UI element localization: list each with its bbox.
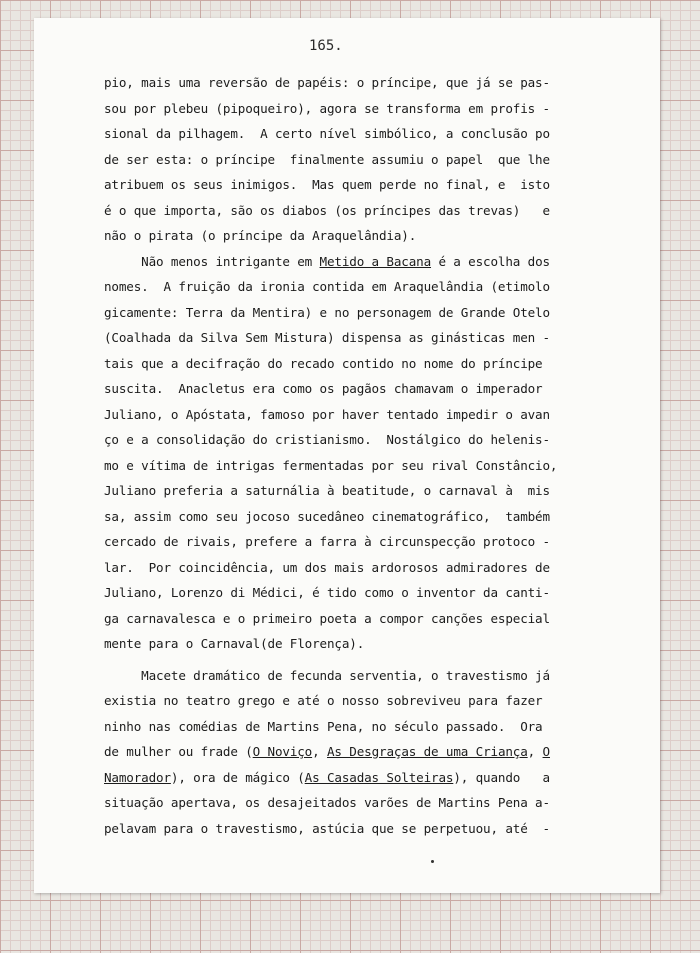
text-segment: , bbox=[312, 744, 327, 759]
text-line: não o pirata (o príncipe da Araquelândia). bbox=[104, 228, 417, 243]
text-line: tais que a decifração do recado contido no nome do príncipe bbox=[104, 355, 543, 371]
text-line: situação apertava, os desajeitados varões de Martins Pena a- bbox=[104, 795, 550, 810]
text-line: suscita. Anacletus era como os pagãos chamavam o imperador bbox=[104, 381, 543, 396]
play-title: As Casadas Solteiras bbox=[304, 769, 454, 785]
text-line bbox=[104, 739, 624, 765]
paragraph-2 bbox=[104, 249, 624, 657]
text-segment: ), quando a bbox=[453, 769, 550, 785]
text-line: Juliano, o Apóstata, famoso por haver tentado impedir o avan bbox=[104, 406, 550, 422]
text-segment: de mulher ou frade ( bbox=[104, 744, 253, 759]
text-line bbox=[104, 765, 624, 791]
text-line: existia no teatro grego e até o nosso sobreviveu para fazer bbox=[104, 693, 543, 708]
text-line: nomes. A fruição da ironia contida em Araquelândia (etimolo bbox=[104, 279, 550, 294]
text-line: ga carnavalesca e o primeiro poeta a compor canções especial bbox=[104, 610, 550, 626]
play-title: O bbox=[542, 744, 550, 759]
text-line: sa, assim como seu jocoso sucedâneo cinematográfico, também bbox=[104, 508, 550, 524]
play-title: Namorador bbox=[104, 769, 171, 785]
text-line: Macete dramático de fecunda serventia, o travestismo já bbox=[104, 667, 550, 683]
page-number: 165. bbox=[309, 38, 343, 54]
film-title: Metido a Bacana bbox=[319, 253, 432, 269]
text-line: mo e vítima de intrigas fermentadas por seu rival Constâncio, bbox=[104, 457, 558, 473]
text-segment: Não menos intrigante em bbox=[104, 253, 320, 269]
text-line: sou por plebeu (pipoqueiro), agora se transforma em profis - bbox=[104, 100, 550, 116]
text-line: cercado de rivais, prefere a farra à circunspecção protoco - bbox=[104, 534, 550, 549]
stray-mark bbox=[431, 860, 434, 863]
text-line: ço e a consolidação do cristianismo. Nostálgico do helenis- bbox=[104, 432, 550, 447]
text-line: pelavam para o travestismo, astúcia que se perpetuou, até - bbox=[104, 820, 550, 836]
text-line: de ser esta: o príncipe finalmente assumiu o papel que lhe bbox=[104, 151, 550, 167]
text-line: gicamente: Terra da Mentira) e no personagem de Grande Otelo bbox=[104, 304, 550, 320]
text-segment: ), ora de mágico ( bbox=[170, 769, 305, 785]
text-line bbox=[104, 249, 624, 275]
text-segment: , bbox=[527, 744, 543, 759]
play-title: O Noviço bbox=[252, 744, 313, 759]
text-line: atribuem os seus inimigos. Mas quem perde no final, e isto bbox=[104, 177, 550, 192]
text-segment: é a escolha dos bbox=[431, 253, 550, 269]
text-line: Juliano, Lorenzo di Médici, é tido como o inventor da canti- bbox=[104, 585, 550, 600]
text-line: sional da pilhagem. A certo nível simbólico, a conclusão po bbox=[104, 126, 550, 141]
text-line: mente para o Carnaval(de Florença). bbox=[104, 636, 365, 651]
text-line: Juliano preferia a saturnália à beatitude, o carnaval à mis bbox=[104, 483, 550, 498]
paragraph-3 bbox=[104, 663, 624, 842]
play-title: As Desgraças de uma Criança bbox=[327, 744, 528, 759]
text-line: é o que importa, são os diabos (os príncipes das trevas) e bbox=[104, 202, 550, 218]
text-line: ninho nas comédias de Martins Pena, no século passado. Ora bbox=[104, 718, 543, 734]
text-line: (Coalhada da Silva Sem Mistura) dispensa as ginásticas men - bbox=[104, 330, 550, 345]
body-text bbox=[104, 70, 624, 841]
text-line: pio, mais uma reversão de papéis: o príncipe, que já se pas- bbox=[104, 75, 550, 90]
text-line: lar. Por coincidência, um dos mais ardorosos admiradores de bbox=[104, 559, 550, 575]
paper-sheet bbox=[34, 18, 660, 893]
paragraph-1 bbox=[104, 70, 624, 249]
